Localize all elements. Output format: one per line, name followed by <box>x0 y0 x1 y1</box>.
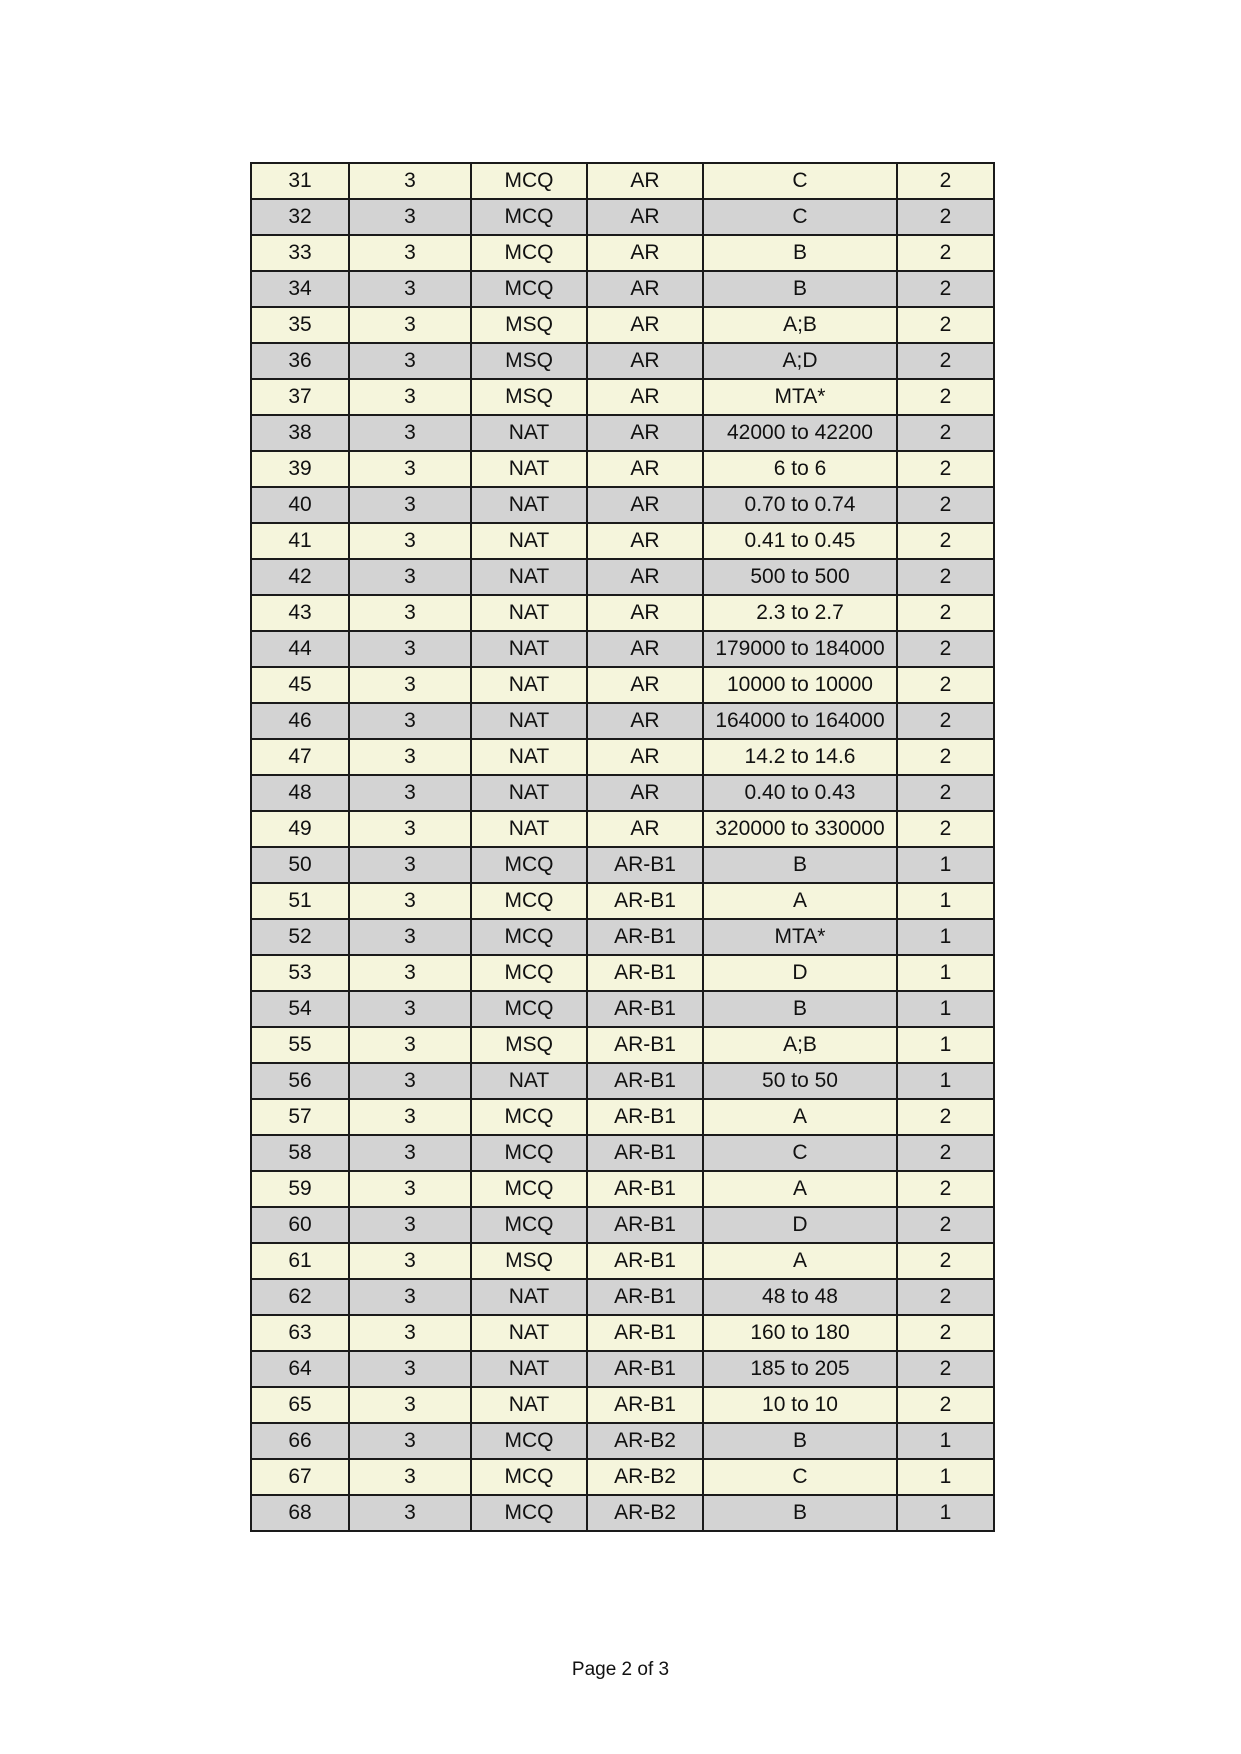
section-cell: AR-B1 <box>587 1135 703 1171</box>
session-cell: 3 <box>349 1387 471 1423</box>
marks-cell: 1 <box>897 883 994 919</box>
session-cell: 3 <box>349 955 471 991</box>
section-cell: AR <box>587 811 703 847</box>
table-row <box>251 199 994 235</box>
table-row <box>251 955 994 991</box>
question-number-cell: 65 <box>251 1387 349 1423</box>
section-cell: AR <box>587 163 703 199</box>
section-cell: AR <box>587 667 703 703</box>
answer-key-cell: C <box>703 1459 897 1495</box>
marks-cell: 2 <box>897 775 994 811</box>
question-number-cell: 37 <box>251 379 349 415</box>
question-type-cell: NAT <box>471 559 587 595</box>
question-type-cell: MSQ <box>471 307 587 343</box>
table-row <box>251 1459 994 1495</box>
section-cell: AR-B1 <box>587 1207 703 1243</box>
section-cell: AR <box>587 559 703 595</box>
table-row <box>251 415 994 451</box>
table-row <box>251 163 994 199</box>
answer-key-cell: D <box>703 1207 897 1243</box>
question-number-cell: 41 <box>251 523 349 559</box>
table-row <box>251 595 994 631</box>
question-number-cell: 34 <box>251 271 349 307</box>
question-number-cell: 40 <box>251 487 349 523</box>
question-number-cell: 66 <box>251 1423 349 1459</box>
table-row <box>251 739 994 775</box>
section-cell: AR-B1 <box>587 991 703 1027</box>
section-cell: AR-B2 <box>587 1423 703 1459</box>
session-cell: 3 <box>349 1243 471 1279</box>
session-cell: 3 <box>349 739 471 775</box>
marks-cell: 2 <box>897 1207 994 1243</box>
marks-cell: 2 <box>897 451 994 487</box>
table-row <box>251 271 994 307</box>
question-type-cell: MCQ <box>471 919 587 955</box>
question-number-cell: 57 <box>251 1099 349 1135</box>
question-number-cell: 58 <box>251 1135 349 1171</box>
marks-cell: 2 <box>897 1315 994 1351</box>
question-type-cell: MSQ <box>471 343 587 379</box>
question-type-cell: NAT <box>471 1315 587 1351</box>
question-type-cell: MCQ <box>471 847 587 883</box>
question-number-cell: 63 <box>251 1315 349 1351</box>
page-number: Page 2 of 3 <box>571 1659 670 1680</box>
question-number-cell: 33 <box>251 235 349 271</box>
question-type-cell: NAT <box>471 739 587 775</box>
answer-key-cell: B <box>703 991 897 1027</box>
question-type-cell: NAT <box>471 451 587 487</box>
answer-key-cell: 160 to 180 <box>703 1315 897 1351</box>
question-number-cell: 59 <box>251 1171 349 1207</box>
session-cell: 3 <box>349 991 471 1027</box>
answer-key-cell: 48 to 48 <box>703 1279 897 1315</box>
question-type-cell: NAT <box>471 775 587 811</box>
question-type-cell: MCQ <box>471 271 587 307</box>
answer-key-table-body <box>251 163 994 1531</box>
session-cell: 3 <box>349 307 471 343</box>
session-cell: 3 <box>349 595 471 631</box>
section-cell: AR-B1 <box>587 1099 703 1135</box>
marks-cell: 2 <box>897 1279 994 1315</box>
session-cell: 3 <box>349 1135 471 1171</box>
table-row <box>251 667 994 703</box>
question-type-cell: MCQ <box>471 955 587 991</box>
answer-key-cell: A <box>703 1243 897 1279</box>
marks-cell: 2 <box>897 307 994 343</box>
answer-key-cell: 2.3 to 2.7 <box>703 595 897 631</box>
session-cell: 3 <box>349 379 471 415</box>
question-number-cell: 46 <box>251 703 349 739</box>
question-number-cell: 32 <box>251 199 349 235</box>
section-cell: AR <box>587 379 703 415</box>
question-number-cell: 64 <box>251 1351 349 1387</box>
answer-key-cell: 0.41 to 0.45 <box>703 523 897 559</box>
question-number-cell: 68 <box>251 1495 349 1531</box>
question-number-cell: 52 <box>251 919 349 955</box>
table-row <box>251 1315 994 1351</box>
section-cell: AR <box>587 271 703 307</box>
table-row <box>251 883 994 919</box>
answer-key-cell: A;D <box>703 343 897 379</box>
section-cell: AR-B1 <box>587 1063 703 1099</box>
question-type-cell: NAT <box>471 1279 587 1315</box>
question-type-cell: MCQ <box>471 1459 587 1495</box>
session-cell: 3 <box>349 775 471 811</box>
question-number-cell: 48 <box>251 775 349 811</box>
section-cell: AR-B1 <box>587 1279 703 1315</box>
section-cell: AR-B1 <box>587 1243 703 1279</box>
table-row <box>251 451 994 487</box>
session-cell: 3 <box>349 847 471 883</box>
session-cell: 3 <box>349 415 471 451</box>
question-number-cell: 62 <box>251 1279 349 1315</box>
question-number-cell: 36 <box>251 343 349 379</box>
marks-cell: 2 <box>897 1135 994 1171</box>
answer-key-cell: B <box>703 847 897 883</box>
answer-key-cell: 0.40 to 0.43 <box>703 775 897 811</box>
session-cell: 3 <box>349 1279 471 1315</box>
section-cell: AR <box>587 199 703 235</box>
question-type-cell: NAT <box>471 1063 587 1099</box>
table-row <box>251 919 994 955</box>
question-number-cell: 60 <box>251 1207 349 1243</box>
table-row <box>251 1027 994 1063</box>
answer-key-cell: B <box>703 235 897 271</box>
section-cell: AR <box>587 631 703 667</box>
table-row <box>251 1207 994 1243</box>
table-row <box>251 559 994 595</box>
question-number-cell: 56 <box>251 1063 349 1099</box>
table-row <box>251 703 994 739</box>
question-type-cell: MSQ <box>471 1027 587 1063</box>
session-cell: 3 <box>349 235 471 271</box>
section-cell: AR <box>587 307 703 343</box>
section-cell: AR-B1 <box>587 1027 703 1063</box>
answer-key-cell: 500 to 500 <box>703 559 897 595</box>
table-row <box>251 1351 994 1387</box>
question-type-cell: MCQ <box>471 163 587 199</box>
question-type-cell: MCQ <box>471 1207 587 1243</box>
session-cell: 3 <box>349 1495 471 1531</box>
question-number-cell: 35 <box>251 307 349 343</box>
question-number-cell: 61 <box>251 1243 349 1279</box>
table-row <box>251 1099 994 1135</box>
marks-cell: 1 <box>897 1063 994 1099</box>
marks-cell: 2 <box>897 559 994 595</box>
section-cell: AR <box>587 595 703 631</box>
question-number-cell: 47 <box>251 739 349 775</box>
question-number-cell: 45 <box>251 667 349 703</box>
answer-key-cell: MTA* <box>703 919 897 955</box>
session-cell: 3 <box>349 487 471 523</box>
session-cell: 3 <box>349 451 471 487</box>
question-type-cell: MCQ <box>471 1495 587 1531</box>
section-cell: AR <box>587 487 703 523</box>
question-number-cell: 51 <box>251 883 349 919</box>
section-cell: AR-B1 <box>587 1171 703 1207</box>
table-row <box>251 1063 994 1099</box>
session-cell: 3 <box>349 1099 471 1135</box>
marks-cell: 1 <box>897 1495 994 1531</box>
answer-key-cell: 185 to 205 <box>703 1351 897 1387</box>
session-cell: 3 <box>349 811 471 847</box>
question-type-cell: NAT <box>471 1351 587 1387</box>
question-number-cell: 31 <box>251 163 349 199</box>
question-number-cell: 49 <box>251 811 349 847</box>
session-cell: 3 <box>349 919 471 955</box>
table-row <box>251 775 994 811</box>
marks-cell: 2 <box>897 1171 994 1207</box>
session-cell: 3 <box>349 163 471 199</box>
answer-key-cell: 6 to 6 <box>703 451 897 487</box>
question-number-cell: 43 <box>251 595 349 631</box>
section-cell: AR <box>587 775 703 811</box>
answer-key-cell: 14.2 to 14.6 <box>703 739 897 775</box>
marks-cell: 2 <box>897 1099 994 1135</box>
section-cell: AR-B2 <box>587 1495 703 1531</box>
session-cell: 3 <box>349 631 471 667</box>
question-number-cell: 53 <box>251 955 349 991</box>
marks-cell: 2 <box>897 667 994 703</box>
session-cell: 3 <box>349 1063 471 1099</box>
answer-key-cell: A;B <box>703 307 897 343</box>
answer-key-cell: A <box>703 1171 897 1207</box>
answer-key-cell: MTA* <box>703 379 897 415</box>
answer-key-cell: 0.70 to 0.74 <box>703 487 897 523</box>
marks-cell: 2 <box>897 811 994 847</box>
session-cell: 3 <box>349 1315 471 1351</box>
question-type-cell: NAT <box>471 811 587 847</box>
marks-cell: 1 <box>897 1459 994 1495</box>
marks-cell: 1 <box>897 991 994 1027</box>
table-row <box>251 1279 994 1315</box>
answer-key-cell: 164000 to 164000 <box>703 703 897 739</box>
answer-key-cell: A <box>703 1099 897 1135</box>
marks-cell: 2 <box>897 379 994 415</box>
question-number-cell: 39 <box>251 451 349 487</box>
answer-key-cell: B <box>703 1423 897 1459</box>
answer-key-cell: C <box>703 163 897 199</box>
marks-cell: 2 <box>897 631 994 667</box>
answer-key-cell: C <box>703 199 897 235</box>
question-number-cell: 44 <box>251 631 349 667</box>
section-cell: AR-B1 <box>587 1315 703 1351</box>
question-type-cell: NAT <box>471 667 587 703</box>
marks-cell: 2 <box>897 163 994 199</box>
marks-cell: 2 <box>897 1351 994 1387</box>
answer-key-cell: 50 to 50 <box>703 1063 897 1099</box>
marks-cell: 2 <box>897 523 994 559</box>
question-type-cell: MCQ <box>471 1171 587 1207</box>
marks-cell: 2 <box>897 199 994 235</box>
section-cell: AR-B1 <box>587 847 703 883</box>
table-row <box>251 523 994 559</box>
marks-cell: 1 <box>897 919 994 955</box>
answer-key-cell: B <box>703 271 897 307</box>
section-cell: AR-B1 <box>587 919 703 955</box>
answer-key-cell: 320000 to 330000 <box>703 811 897 847</box>
session-cell: 3 <box>349 703 471 739</box>
session-cell: 3 <box>349 1459 471 1495</box>
answer-key-cell: D <box>703 955 897 991</box>
section-cell: AR-B1 <box>587 955 703 991</box>
question-number-cell: 50 <box>251 847 349 883</box>
table-row <box>251 1243 994 1279</box>
marks-cell: 1 <box>897 1027 994 1063</box>
section-cell: AR <box>587 343 703 379</box>
marks-cell: 2 <box>897 595 994 631</box>
question-type-cell: NAT <box>471 703 587 739</box>
answer-key-cell: A <box>703 883 897 919</box>
answer-key-cell: C <box>703 1135 897 1171</box>
question-type-cell: MCQ <box>471 235 587 271</box>
question-type-cell: MCQ <box>471 199 587 235</box>
session-cell: 3 <box>349 1423 471 1459</box>
answer-key-cell: 10 to 10 <box>703 1387 897 1423</box>
table-row <box>251 1495 994 1531</box>
table-row <box>251 379 994 415</box>
section-cell: AR <box>587 523 703 559</box>
question-type-cell: NAT <box>471 523 587 559</box>
session-cell: 3 <box>349 667 471 703</box>
answer-key-cell: 179000 to 184000 <box>703 631 897 667</box>
answer-key-cell: A;B <box>703 1027 897 1063</box>
question-type-cell: NAT <box>471 631 587 667</box>
question-type-cell: NAT <box>471 487 587 523</box>
table-row <box>251 307 994 343</box>
section-cell: AR-B2 <box>587 1459 703 1495</box>
marks-cell: 1 <box>897 1423 994 1459</box>
table-row <box>251 1423 994 1459</box>
table-row <box>251 1171 994 1207</box>
table-row <box>251 991 994 1027</box>
answer-key-cell: B <box>703 1495 897 1531</box>
marks-cell: 2 <box>897 271 994 307</box>
section-cell: AR <box>587 415 703 451</box>
session-cell: 3 <box>349 559 471 595</box>
question-type-cell: MCQ <box>471 991 587 1027</box>
section-cell: AR-B1 <box>587 1351 703 1387</box>
marks-cell: 1 <box>897 847 994 883</box>
table-row <box>251 631 994 667</box>
session-cell: 3 <box>349 523 471 559</box>
marks-cell: 1 <box>897 955 994 991</box>
table-row <box>251 1387 994 1423</box>
session-cell: 3 <box>349 1171 471 1207</box>
session-cell: 3 <box>349 1351 471 1387</box>
marks-cell: 2 <box>897 1243 994 1279</box>
section-cell: AR <box>587 703 703 739</box>
marks-cell: 2 <box>897 343 994 379</box>
table-row <box>251 235 994 271</box>
table-row <box>251 847 994 883</box>
question-type-cell: MCQ <box>471 883 587 919</box>
marks-cell: 2 <box>897 235 994 271</box>
marks-cell: 2 <box>897 487 994 523</box>
section-cell: AR <box>587 739 703 775</box>
section-cell: AR <box>587 235 703 271</box>
answer-key-cell: 10000 to 10000 <box>703 667 897 703</box>
question-type-cell: NAT <box>471 1387 587 1423</box>
session-cell: 3 <box>349 1207 471 1243</box>
question-type-cell: MCQ <box>471 1423 587 1459</box>
question-type-cell: NAT <box>471 415 587 451</box>
table-row <box>251 811 994 847</box>
marks-cell: 2 <box>897 1387 994 1423</box>
question-type-cell: NAT <box>471 595 587 631</box>
section-cell: AR <box>587 451 703 487</box>
question-number-cell: 42 <box>251 559 349 595</box>
question-type-cell: MSQ <box>471 379 587 415</box>
session-cell: 3 <box>349 271 471 307</box>
section-cell: AR-B1 <box>587 883 703 919</box>
table-row <box>251 1135 994 1171</box>
question-number-cell: 67 <box>251 1459 349 1495</box>
session-cell: 3 <box>349 1027 471 1063</box>
question-type-cell: MSQ <box>471 1243 587 1279</box>
session-cell: 3 <box>349 883 471 919</box>
session-cell: 3 <box>349 343 471 379</box>
answer-key-table <box>250 162 995 1532</box>
marks-cell: 2 <box>897 703 994 739</box>
question-type-cell: MCQ <box>471 1135 587 1171</box>
question-type-cell: MCQ <box>471 1099 587 1135</box>
section-cell: AR-B1 <box>587 1387 703 1423</box>
question-number-cell: 55 <box>251 1027 349 1063</box>
marks-cell: 2 <box>897 739 994 775</box>
answer-key-cell: 42000 to 42200 <box>703 415 897 451</box>
table-row <box>251 343 994 379</box>
question-number-cell: 54 <box>251 991 349 1027</box>
table-row <box>251 487 994 523</box>
session-cell: 3 <box>349 199 471 235</box>
marks-cell: 2 <box>897 415 994 451</box>
question-number-cell: 38 <box>251 415 349 451</box>
